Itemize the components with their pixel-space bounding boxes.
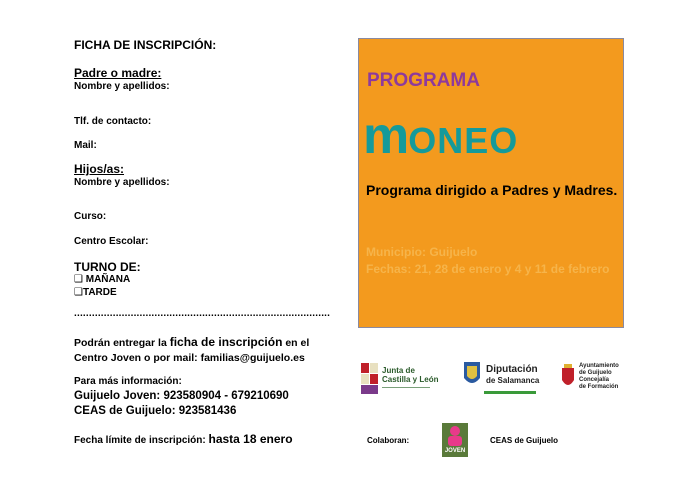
ceas-label: CEAS de Guijuelo: [490, 436, 559, 445]
diputacion-line2: de Salamanca: [486, 376, 540, 385]
jcyl-rule: [382, 387, 430, 388]
children-name-label: Nombre y apellidos:: [74, 177, 170, 188]
jcyl-logo: [360, 360, 440, 398]
diputacion-line1: Diputación: [486, 364, 538, 375]
joven-figure-icon: [442, 424, 468, 448]
ayuntamiento-logo: [560, 362, 630, 398]
jcyl-line1: Junta de: [382, 366, 415, 375]
brand-rest: ONEO: [408, 120, 519, 161]
children-heading: Hijos/as:: [74, 162, 125, 176]
form-heading: FICHA DE INSCRIPCIÓN:: [74, 38, 217, 52]
delivery-part2: ficha de inscripción: [169, 335, 283, 349]
dotted-separator: ......................................................................................: [74, 308, 331, 319]
delivery-part1: Podrán entregar la: [74, 337, 170, 349]
program-description: Programa dirigido a Padres y Madres.: [366, 182, 618, 198]
delivery-text: [74, 334, 309, 367]
joven-badge: [442, 423, 468, 457]
deadline-value: hasta 18 enero: [208, 432, 293, 446]
deadline-label: Fecha límite de inscripción:: [74, 435, 209, 446]
jcyl-line2: Castilla y León: [382, 375, 439, 384]
ayto-line4: de Formación: [579, 383, 619, 390]
parent-name-label: Nombre y apellidos:: [74, 81, 170, 92]
brand-m: m: [363, 107, 409, 165]
school-label: Centro Escolar:: [74, 236, 149, 247]
ayuntamiento-text: [579, 363, 619, 391]
mail-label: Mail:: [74, 140, 97, 151]
ayuntamiento-shield-icon: [560, 364, 576, 392]
program-dates: Fechas: 21, 28 de enero y 4 y 11 de febrero: [366, 262, 610, 277]
jcyl-shield-icon: [360, 362, 380, 396]
ayto-line3: Concejalía: [579, 376, 610, 383]
info-heading: Para más información:: [74, 376, 182, 387]
diputacion-bar: [484, 391, 536, 394]
diputacion-shield-icon: [462, 360, 482, 390]
info-block: [74, 375, 289, 420]
ayto-line2: de Guijuelo: [579, 369, 612, 376]
delivery-part3: en el: [282, 337, 310, 349]
shift-morning-option: ❑ MAÑANA: [74, 274, 131, 285]
diputacion-logo: [462, 358, 542, 398]
course-label: Curso:: [74, 211, 107, 222]
program-brand: [363, 106, 518, 166]
program-meta: [366, 244, 621, 279]
info-line1: Guijuelo Joven: 923580904 - 679210690: [74, 389, 289, 402]
deadline: [74, 430, 293, 448]
collab-label: Colaboran:: [367, 436, 410, 445]
delivery-line2: Centro Joven o por mail: familias@guijuelo.es: [74, 352, 305, 365]
parent-heading: Padre o madre:: [74, 66, 162, 80]
ayto-line1: Ayuntamiento: [579, 363, 619, 369]
program-municipality: Municipio: Guijuelo: [366, 245, 478, 259]
shift-afternoon-option: ❑TARDE: [74, 287, 117, 298]
shift-heading: TURNO DE:: [74, 260, 141, 274]
program-label: PROGRAMA: [367, 70, 480, 91]
info-line2: CEAS de Guijuelo: 923581436: [74, 405, 237, 418]
phone-label: Tlf. de contacto:: [74, 116, 152, 127]
joven-badge-text: JOVEN: [444, 448, 466, 454]
